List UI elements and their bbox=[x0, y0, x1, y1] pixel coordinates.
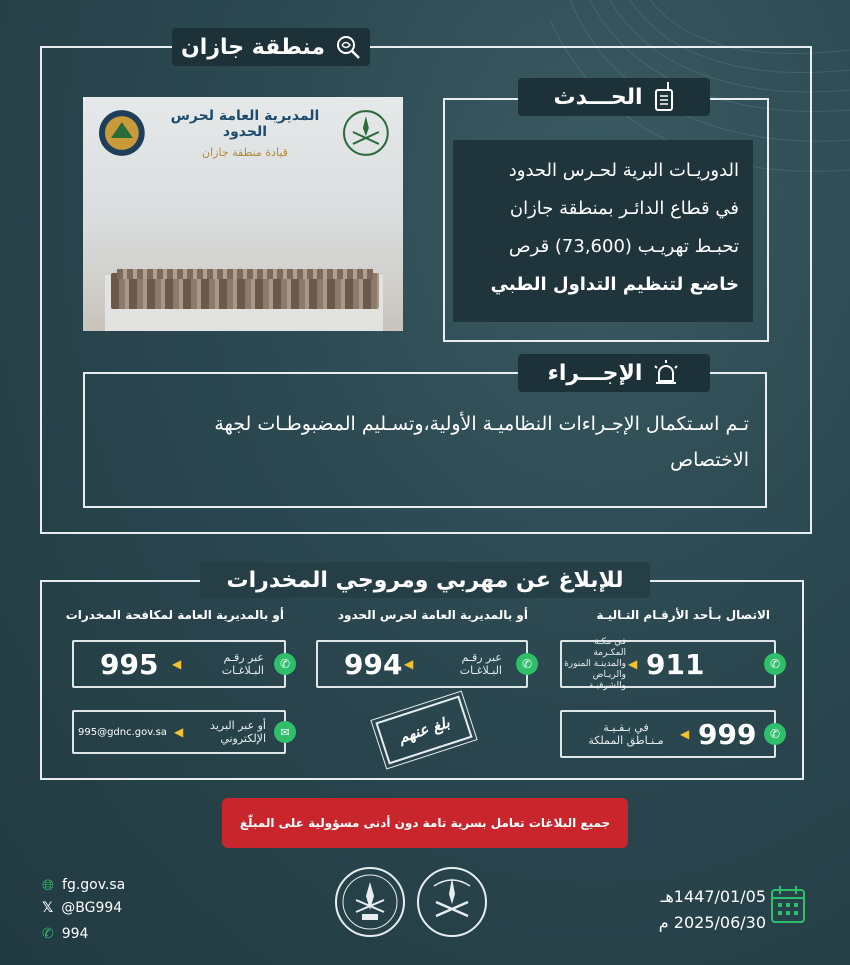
number-911-text: في مكـة المكـرمة والمدينـة المنورة والريـاض والشرقيـة bbox=[564, 636, 626, 691]
number-911-box[interactable] bbox=[560, 636, 781, 691]
event-line-1: الدوريـات البرية لحـرس الحدود bbox=[508, 160, 739, 181]
region-title-box bbox=[172, 28, 370, 66]
event-text bbox=[453, 140, 753, 304]
event-title-box bbox=[518, 78, 710, 116]
date-hijri: 1447/01/05هـ bbox=[660, 887, 766, 906]
action-line-1: تـم اسـتكمال الإجـراءات النظاميـة الأولية،وتسـليم المضبوطـات لجهة bbox=[214, 413, 749, 435]
arrow-icon: ◀ bbox=[404, 657, 414, 671]
col-left-heading: أو بالمديرية العامة لمكافحة المخدرات bbox=[65, 608, 284, 622]
number-994-text: عبر رقـم البـلاغـات bbox=[459, 651, 502, 677]
email-box[interactable] bbox=[72, 710, 290, 754]
twitter-text: @BG994 bbox=[61, 900, 123, 916]
col-right-heading: الاتصال بـأحد الأرقـام التـاليـة bbox=[596, 608, 770, 622]
phone-icon: ✆ bbox=[516, 653, 538, 675]
phone-icon: ✆ bbox=[274, 653, 296, 675]
banner-subtitle: قيادة منطقة جازان bbox=[202, 145, 288, 159]
number-994: 994 bbox=[344, 647, 403, 681]
number-999: 999 bbox=[698, 717, 757, 751]
arrow-icon: ◀ bbox=[172, 657, 182, 671]
region-title: منطقة جازان bbox=[181, 34, 325, 60]
col-middle-heading: أو بالمديرية العامة لحرس الحدود bbox=[337, 608, 528, 622]
number-911: 911 bbox=[646, 647, 705, 681]
phone-text: 994 bbox=[61, 926, 89, 942]
number-994-box[interactable] bbox=[316, 640, 533, 688]
event-text-panel bbox=[453, 140, 753, 322]
action-title-box bbox=[518, 354, 710, 392]
calendar-icon bbox=[770, 884, 806, 924]
confidential-banner bbox=[222, 798, 628, 848]
photo-banner bbox=[97, 103, 389, 163]
event-line-2: في قطاع الدائـر بمنطقة جازان bbox=[509, 198, 739, 219]
website-text: fg.gov.sa bbox=[62, 877, 126, 893]
phone-icon: ✆ bbox=[764, 653, 786, 675]
date-gregorian: 2025/06/30 م bbox=[658, 913, 766, 932]
email-address[interactable]: 995@gdnc.gov.sa bbox=[78, 726, 167, 738]
phone-icon: ✆ bbox=[764, 723, 786, 745]
map-search-icon bbox=[335, 34, 361, 60]
siren-icon bbox=[652, 359, 680, 387]
email-icon: ✉ bbox=[274, 721, 296, 743]
number-999-text: في بـقـيـة مـنـاطق المملكة bbox=[588, 721, 664, 747]
arrow-icon: ◀ bbox=[628, 657, 638, 671]
event-line-4: خاضع لتنظيم التداول الطبي bbox=[490, 274, 739, 295]
border-guard-emblem bbox=[416, 866, 488, 938]
arrow-icon: ◀ bbox=[174, 725, 184, 739]
contact-website[interactable] bbox=[42, 876, 125, 894]
action-line-2: الاختصاص bbox=[670, 449, 749, 471]
event-title: الحـــدث bbox=[553, 84, 643, 110]
action-title: الإجـــراء bbox=[547, 360, 643, 386]
contact-twitter[interactable] bbox=[42, 900, 122, 916]
event-line-3: تحبـط تهريـب (73,600) قرص bbox=[508, 236, 739, 257]
border-guard-logo bbox=[97, 108, 147, 158]
seizure-photo bbox=[83, 97, 403, 331]
banner-title: المديرية العامة لحرس الحدود bbox=[170, 107, 320, 140]
number-995-text: عبر رقـم البـلاغـات bbox=[221, 651, 264, 677]
number-999-box[interactable] bbox=[560, 710, 781, 758]
report-heading-box bbox=[200, 562, 650, 598]
number-995: 995 bbox=[100, 647, 159, 681]
contact-phone[interactable] bbox=[42, 926, 88, 942]
stamp-text: بلغ عنهم bbox=[396, 713, 452, 747]
walkie-talkie-icon bbox=[653, 82, 675, 112]
x-icon: 𝕏 bbox=[42, 900, 54, 916]
date-block bbox=[640, 884, 766, 936]
confidential-text: جميع البلاغات تعامل بسرية تامة دون أدنى مسؤولية على المبلّغ bbox=[239, 816, 611, 830]
saudi-emblem-logo bbox=[343, 108, 389, 158]
action-text-panel bbox=[97, 404, 749, 490]
arrow-icon: ◀ bbox=[680, 727, 690, 741]
drug-control-emblem bbox=[334, 866, 406, 938]
number-995-box[interactable] bbox=[72, 640, 291, 688]
email-text: أو عبر البريد الإلكتروني bbox=[210, 719, 266, 745]
action-text bbox=[97, 404, 749, 478]
phone-icon: ✆ bbox=[42, 926, 54, 942]
globe-icon: 🌐︎ bbox=[42, 876, 55, 894]
report-heading: للإبلاغ عن مهربي ومروجي المخدرات bbox=[226, 567, 624, 593]
packages-top bbox=[117, 269, 373, 279]
